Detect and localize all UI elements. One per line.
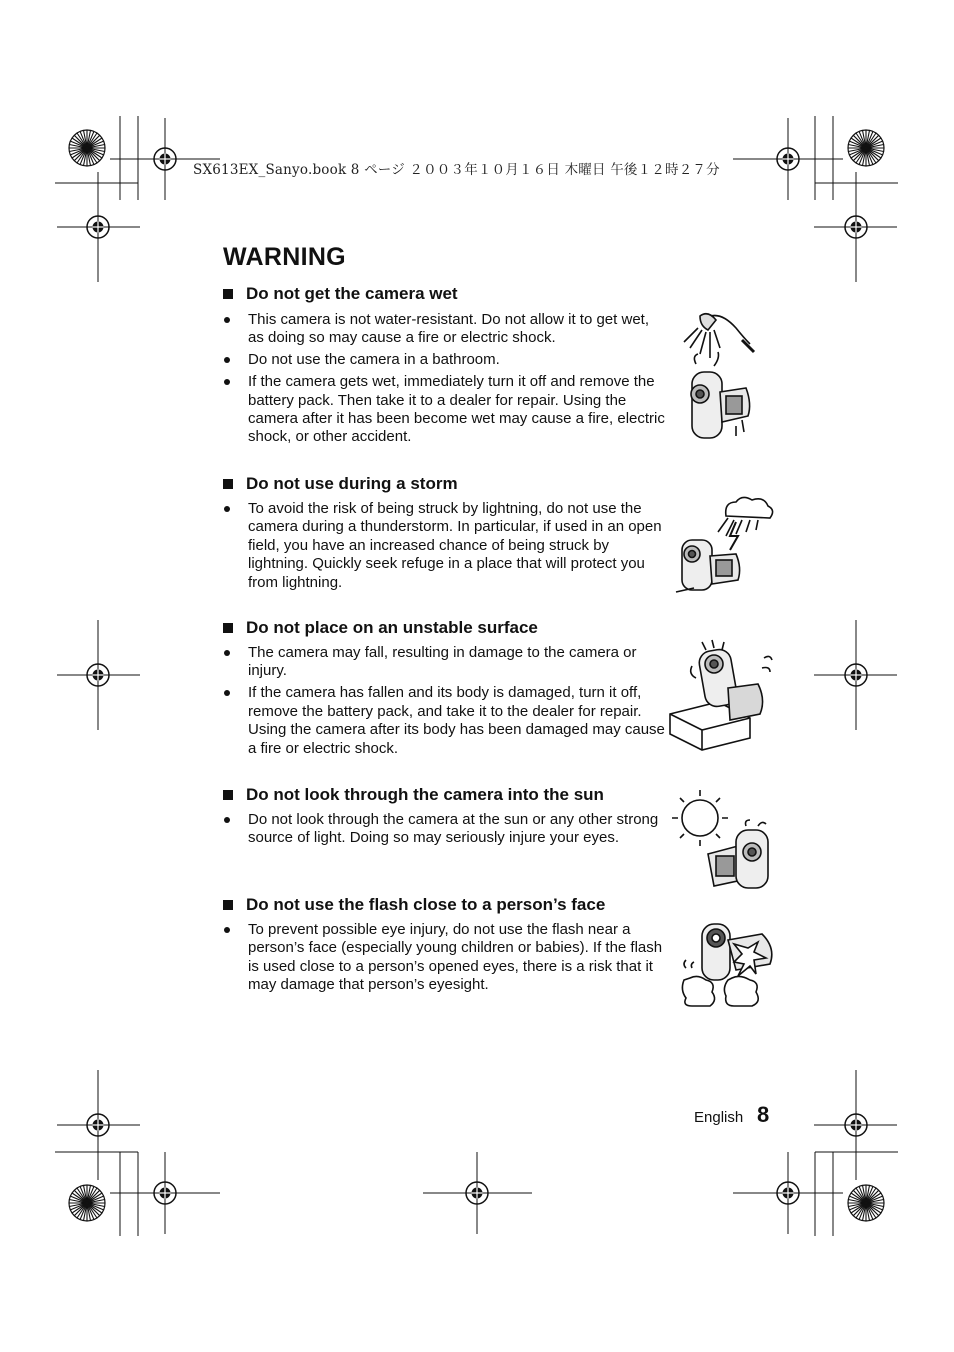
square-bullet-icon <box>223 623 233 633</box>
square-bullet-icon <box>223 289 233 299</box>
bullet-dot-icon <box>224 817 230 823</box>
print-slug-header: SX613EX_Sanyo.book 8 ページ ２００３年１０月１６日 木曜日 午後１２時２７分 <box>193 162 720 178</box>
bullet-dot-icon <box>224 317 230 323</box>
list-item: This camera is not water-resistant. Do not allow it to get wet, as doing so may cause a fire or electric shock. <box>223 311 665 348</box>
camera-under-shower-icon <box>678 308 758 448</box>
list-item: If the camera has fallen and its body is damaged, turn it off, remove the battery pack, and take it to the dealer for repair. Using the camera after its body has been damaged may cause a fire or electric shock. <box>223 684 665 758</box>
page-number: 8 <box>757 1102 770 1127</box>
bullet-dot-icon <box>224 650 230 656</box>
list-item: If the camera gets wet, immediately turn it off and remove the battery pack. Then take it to a dealer for repair. Using the camera after it has been become wet may cause a fire, electric shock, or other accident. <box>223 373 665 447</box>
list-item: To avoid the risk of being struck by lightning, do not use the camera during a thunderstorm. In particular, if used in an open field, you have an increased chance of being struck by lightning. Quickly seek refuge in a place that will protect you from lightning. <box>223 500 665 592</box>
camera-falling-off-surface-icon <box>666 638 778 752</box>
section-heading-text: Do not use the flash close to a person’s face <box>246 895 606 914</box>
bullet-list <box>223 644 665 758</box>
bullet-list <box>223 921 665 995</box>
bullet-dot-icon <box>224 357 230 363</box>
square-bullet-icon <box>223 790 233 800</box>
section-heading-text: Do not place on an unstable surface <box>246 618 538 637</box>
page-title: WARNING <box>223 243 346 271</box>
camera-facing-sun-icon <box>668 786 778 894</box>
bullet-list <box>223 500 665 592</box>
camera-in-thunderstorm-icon <box>674 492 776 596</box>
list-item: To prevent possible eye injury, do not use the flash near a person’s face (especially young children or babies). If the flash is used close to a person’s opened eyes, there is a risk that it may damage that person’s eyesight. <box>223 921 665 995</box>
list-item: The camera may fall, resulting in damage to the camera or injury. <box>223 644 665 681</box>
section-heading <box>223 618 783 640</box>
list-item: Do not use the camera in a bathroom. <box>223 351 665 369</box>
section-heading-text: Do not use during a storm <box>246 474 458 493</box>
section-heading-text: Do not look through the camera into the sun <box>246 785 604 804</box>
bullet-dot-icon <box>224 690 230 696</box>
section-heading-text: Do not get the camera wet <box>246 284 458 303</box>
bullet-dot-icon <box>224 379 230 385</box>
bullet-list <box>223 311 665 447</box>
square-bullet-icon <box>223 479 233 489</box>
bullet-list <box>223 811 665 848</box>
section-heading <box>223 284 783 306</box>
bullet-dot-icon <box>224 506 230 512</box>
list-item: Do not look through the camera at the sun or any other strong source of light. Doing so may seriously injure your eyes. <box>223 811 665 848</box>
camera-flash-in-face-icon <box>678 918 778 1010</box>
bullet-dot-icon <box>224 927 230 933</box>
square-bullet-icon <box>223 900 233 910</box>
section-heading <box>223 895 783 917</box>
footer-language: English <box>694 1109 744 1126</box>
